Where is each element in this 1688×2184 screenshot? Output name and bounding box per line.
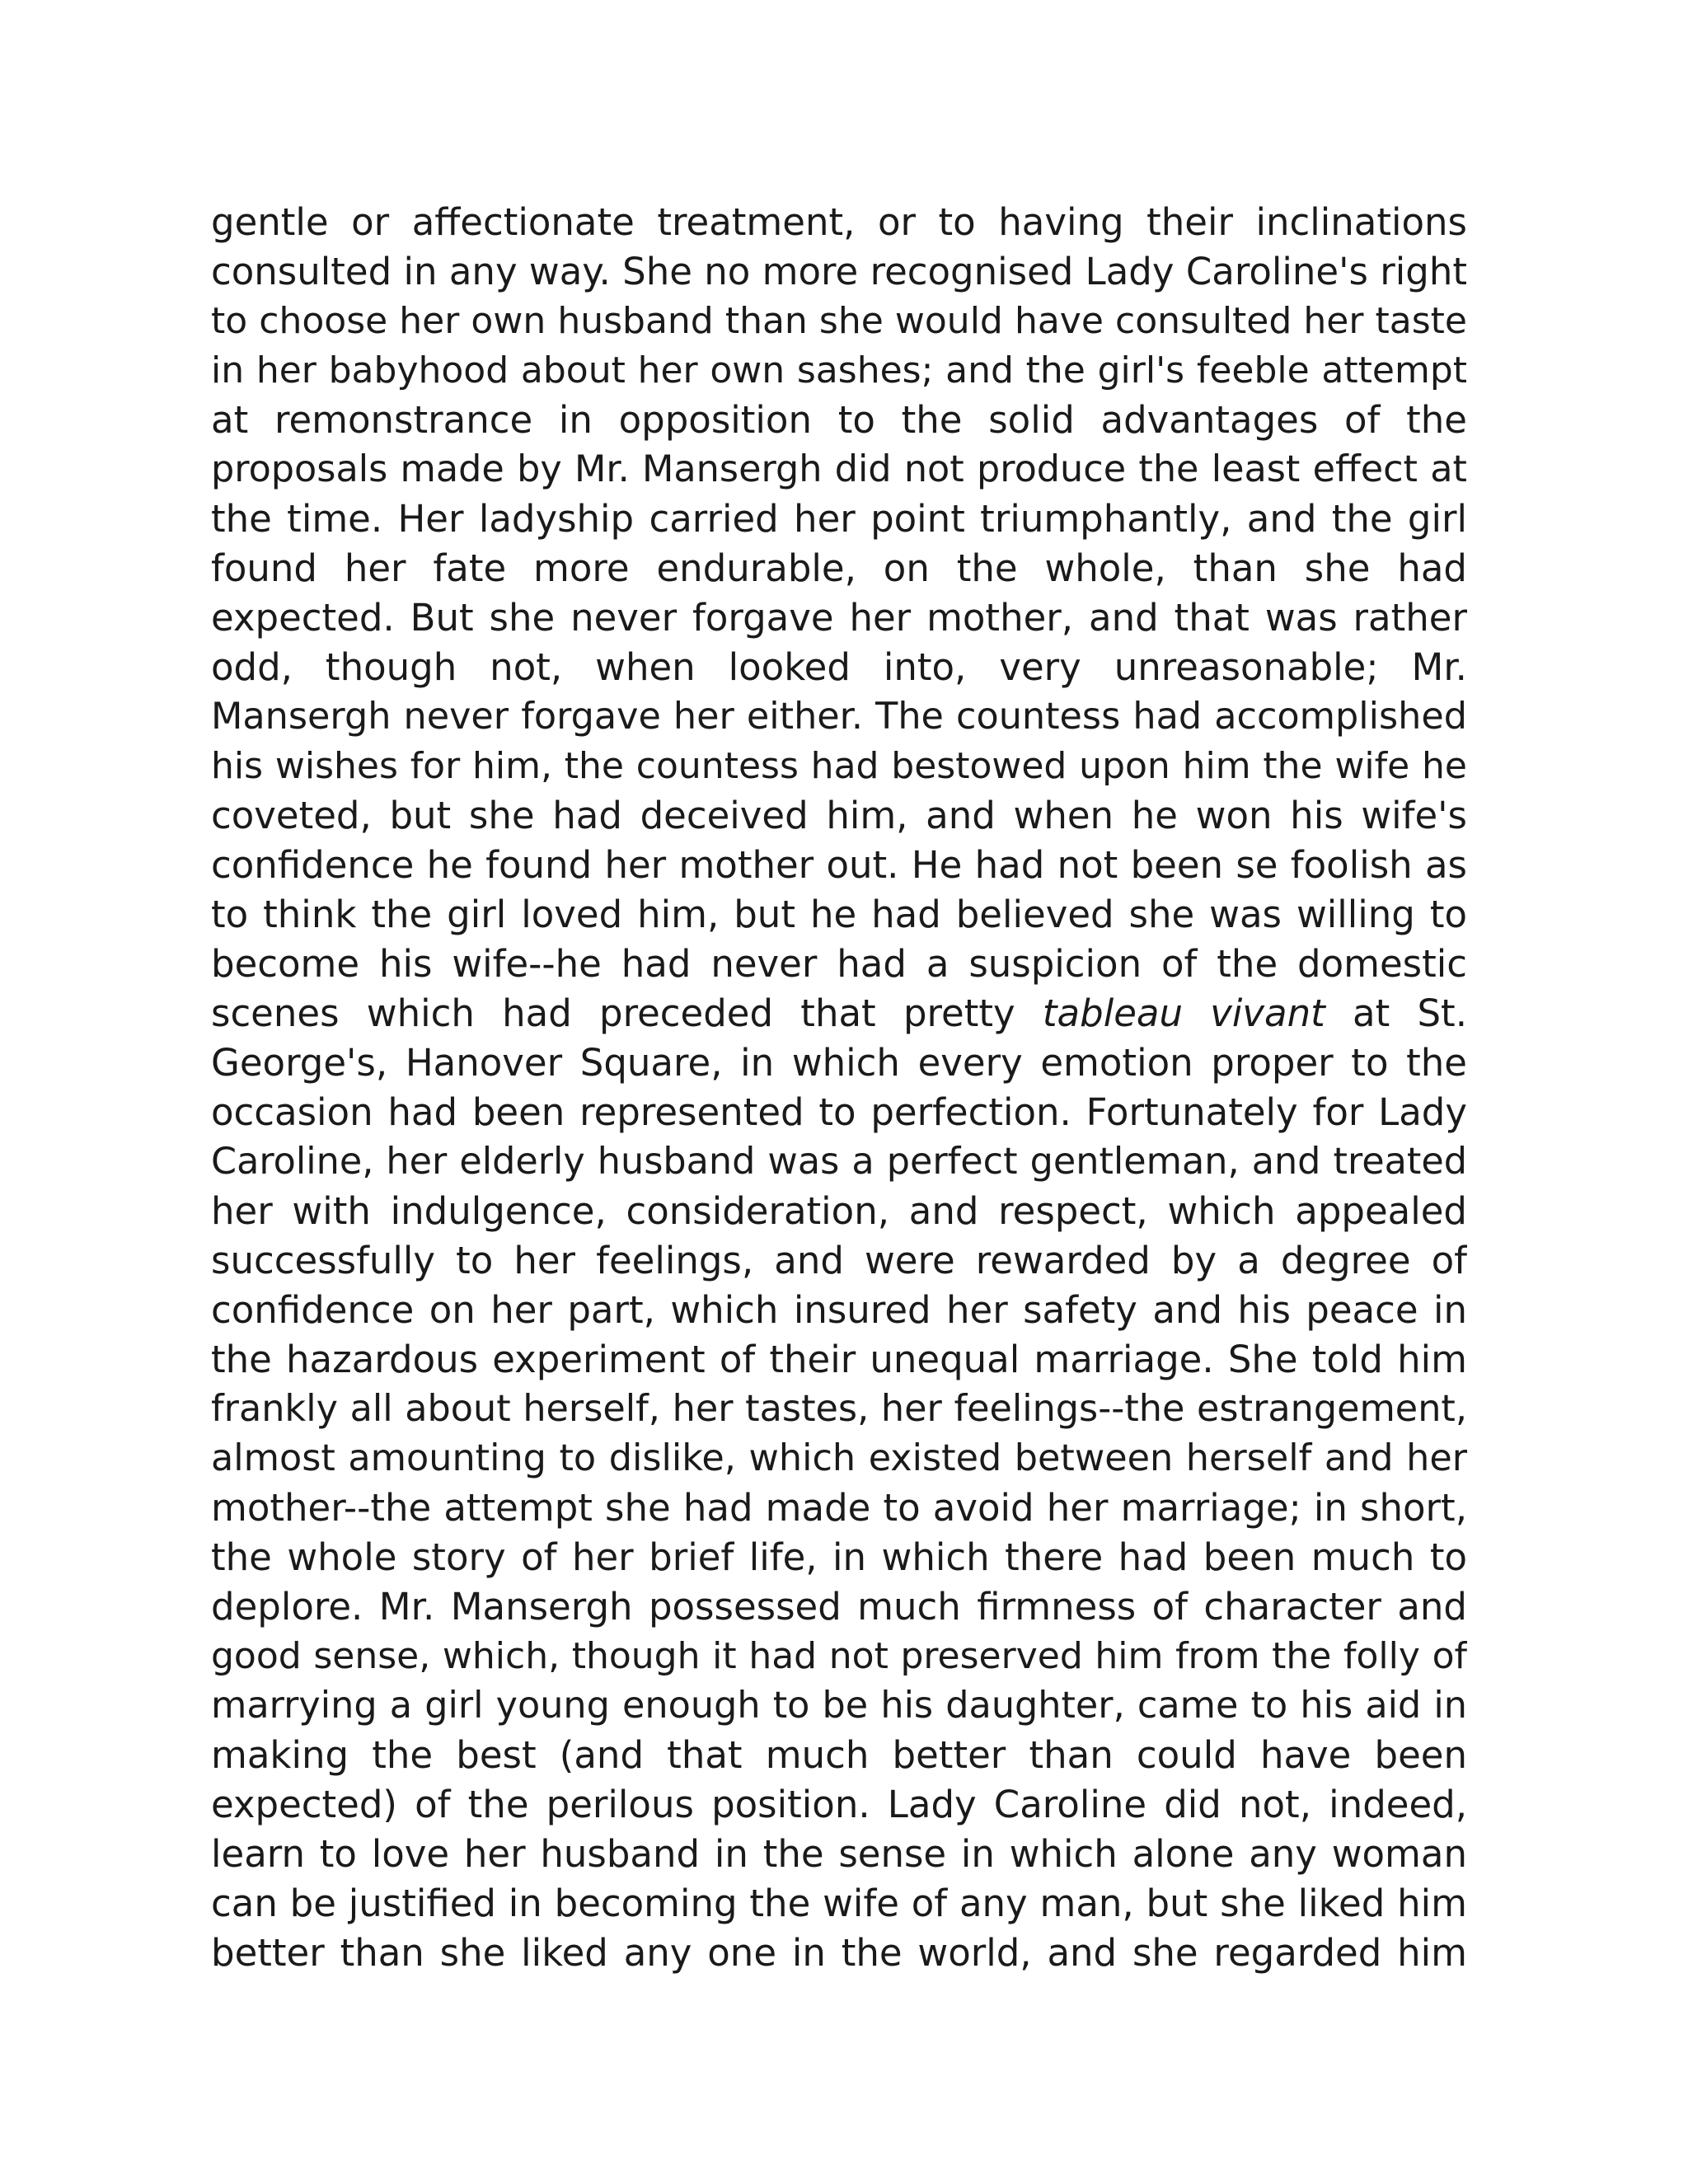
text-line: the time. Her ladyship carried her point triumphantly, and the girl (211, 497, 1467, 541)
text-line: at remonstrance in opposition to the solid advantages of the (211, 398, 1467, 442)
text-line: making the best (and that much better than could have been (211, 1733, 1467, 1777)
text-line: the hazardous experiment of their unequal marriage. She told him (211, 1338, 1467, 1381)
text-line: expected) of the perilous position. Lady Caroline did not, indeed, (211, 1783, 1467, 1826)
text-line: better than she liked any one in the world, and she regarded him (211, 1931, 1467, 1975)
text-line: to think the girl loved him, but he had believed she was willing to (211, 893, 1467, 936)
text-line: Caroline, her elderly husband was a perfect gentleman, and treated (211, 1141, 1467, 1183)
text-line: consulted in any way. She no more recognised Lady Caroline's right (211, 250, 1467, 293)
text-line: become his wife--he had never had a suspicion of the domestic (211, 942, 1467, 986)
text-line: confidence he found her mother out. He had not been se foolish as (211, 843, 1467, 887)
text-line: learn to love her husband in the sense in which alone any woman (211, 1832, 1467, 1876)
text-line: found her fate more endurable, on the whole, than she had (211, 546, 1467, 590)
text-line: successfully to her feelings, and were rewarded by a degree of (211, 1239, 1467, 1282)
text-line: expected. But she never forgave her mother, and that was rather (211, 596, 1467, 640)
text-line: odd, though not, when looked into, very unreasonable; Mr. (211, 645, 1467, 689)
text-line: George's, Hanover Square, in which every emotion proper to the (211, 1041, 1467, 1085)
text-line: coveted, but she had deceived him, and when he won his wife's (211, 794, 1467, 837)
text-line: occasion had been represented to perfection. Fortunately for Lady (211, 1090, 1467, 1134)
text-line: in her babyhood about her own sashes; and the girl's feeble attempt (211, 349, 1467, 391)
text-line: can be justified in becoming the wife of any man, but she liked him (211, 1882, 1467, 1925)
text-line: frankly all about herself, her tastes, her feelings--the estrangement, (211, 1388, 1467, 1430)
text-line: mother--the attempt she had made to avoid her marriage; in short, (211, 1486, 1467, 1530)
italic-phrase: tableau vivant (1042, 991, 1325, 1035)
text-line: to choose her own husband than she would have consulted her taste (211, 300, 1467, 342)
text-line: the whole story of her brief life, in which there had been much to (211, 1535, 1467, 1579)
text-line: good sense, which, though it had not preserved him from the folly of (211, 1635, 1467, 1677)
text-line-with-italic (211, 989, 1467, 1038)
text-line: deplore. Mr. Mansergh possessed much firmness of character and (211, 1585, 1467, 1629)
text-line: Mansergh never forgave her either. The countess had accomplished (211, 696, 1467, 738)
text-line: proposals made by Mr. Mansergh did not produce the least effect at (211, 448, 1467, 490)
text-segment: scenes which had preceded that pretty (211, 991, 1043, 1035)
text-line: gentle or affectionate treatment, or to having their inclinations (211, 200, 1467, 244)
text-line: marrying a girl young enough to be his daughter, came to his aid in (211, 1685, 1467, 1727)
text-line: almost amounting to dislike, which existed between herself and her (211, 1437, 1467, 1479)
body-text (211, 198, 1467, 1978)
text-line: her with indulgence, consideration, and respect, which appealed (211, 1189, 1467, 1233)
text-segment: at St. (1325, 991, 1467, 1035)
text-line: his wishes for him, the countess had bestowed upon him the wife he (211, 745, 1467, 787)
text-line: confidence on her part, which insured her safety and his peace in (211, 1288, 1467, 1332)
